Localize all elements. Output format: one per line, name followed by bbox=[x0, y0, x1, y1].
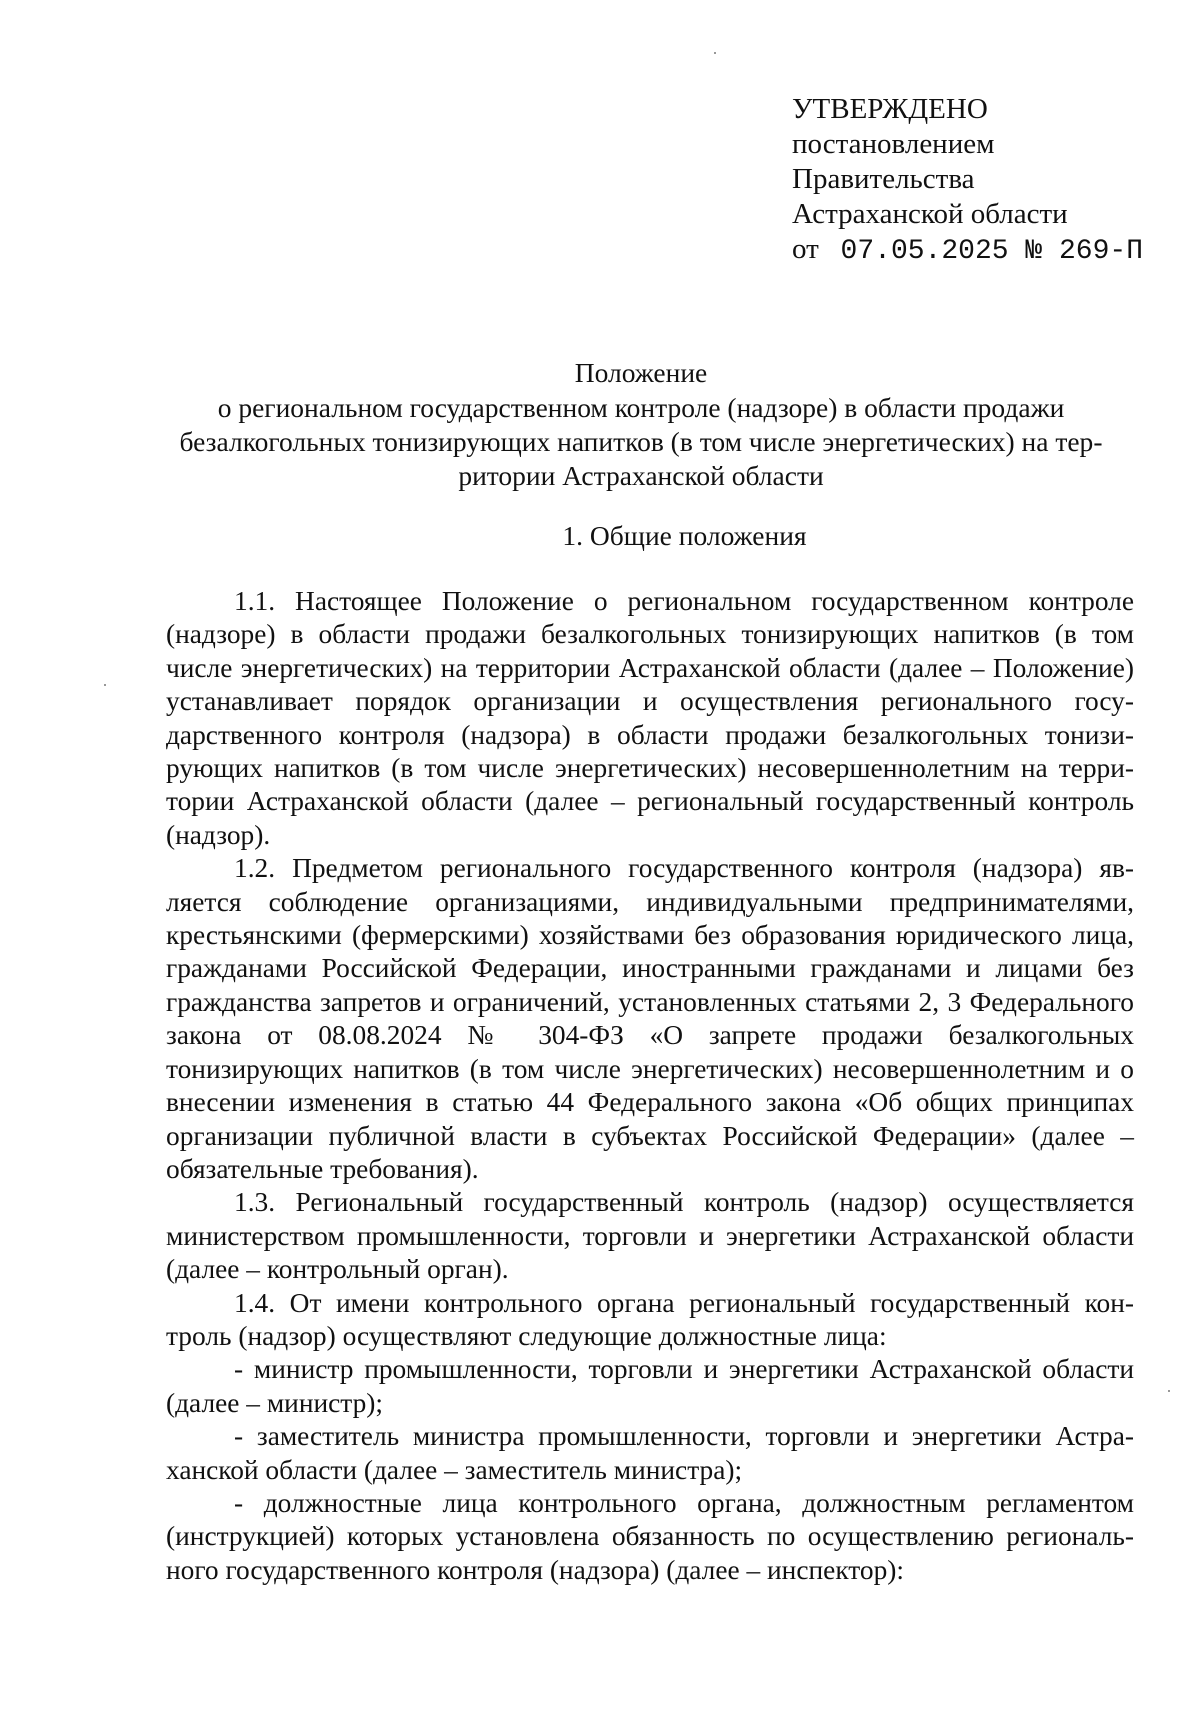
paragraph-1-1: 1.1. Настоящее Положение о региональном государственном контроле (надзоре) в области продажи безалкогольных тонизирующих напитков (в том числе энергетических) на территории Астраханской области (далее – Положение) устанавливает порядок организации и осуществления регионального государственного контроля (надзора) в области продажи безалкогольных тонизирующих напитков (в том числе энергетических) несовершеннолетним на территории Астраханской области (далее – региональный государственный контроль (надзор). bbox=[166, 586, 1134, 850]
paragraph-1-2: 1.2. Предметом регионального государственного контроля (надзора) является соблюдение организациями, индивидуальными предпринимателями, крестьянскими (фермерскими) хозяйствами без образования юридического лица, гражданами Российской Федерации, иностранными гражданами и лицами без гражданства запретов и ограничений, установленных статьями 2, 3 Федерального закона от 08.08.2024 № 304-ФЗ «О запрете продажи безалкогольных тонизирующих напитков (в том числе энергетических) несовершеннолетним и о внесении изменения в статью 44 Федерального закона «Об общих принципах организации публичной власти в субъектах Российской Федерации» (далее – обязательные требования). bbox=[166, 853, 1134, 1184]
list-item-minister: - министр промышленности, торговли и энергетики Астраханской области (далее – министр); bbox=[166, 1354, 1134, 1418]
approval-title: УТВЕРЖДЕНО bbox=[792, 93, 988, 125]
section-title: 1. Общие положения bbox=[562, 520, 807, 551]
paragraph-1-4: 1.4. От имени контрольного органа региональный государственный контроль (надзор) осуществляют следующие должностные лица: bbox=[166, 1287, 1134, 1351]
approval-date-prefix: от bbox=[792, 233, 819, 265]
approval-date-number: 07.05.2025 № 269-П bbox=[840, 236, 1143, 267]
list-item-inspector: - должностные лица контрольного органа, должностным регламентом (инструкцией) которых установлена обязанность по осуществлению регионального государственного контроля (надзора) (далее – инспектор): bbox=[166, 1487, 1134, 1585]
scan-speck bbox=[714, 52, 716, 54]
approval-line: Астраханской области bbox=[792, 198, 1068, 230]
paragraph-1-3: 1.3. Региональный государственный контроль (надзор) осуществляется министерством промышленности, торговли и энергетики Астраханской области (далее – контрольный орган). bbox=[166, 1187, 1134, 1285]
approval-line: Правительства bbox=[792, 163, 975, 195]
document-subtitle: о региональном государственном контроле (надзоре) в области продажи безалкогольных тонизирующих напитков (в том числе энергетических) на территории Астраханской области bbox=[179, 392, 1103, 491]
list-item-deputy-minister: - заместитель министра промышленности, торговли и энергетики Астраханской области (далее – заместитель министра); bbox=[166, 1421, 1134, 1485]
document-title-block bbox=[162, 356, 1120, 493]
scan-speck bbox=[104, 684, 106, 686]
approval-line: постановлением bbox=[792, 128, 995, 160]
approval-date-line bbox=[792, 232, 1152, 269]
scan-speck bbox=[1168, 1390, 1170, 1392]
document-heading: Положение bbox=[574, 357, 708, 388]
document-body bbox=[166, 585, 1134, 1587]
approval-stamp bbox=[792, 92, 1152, 269]
